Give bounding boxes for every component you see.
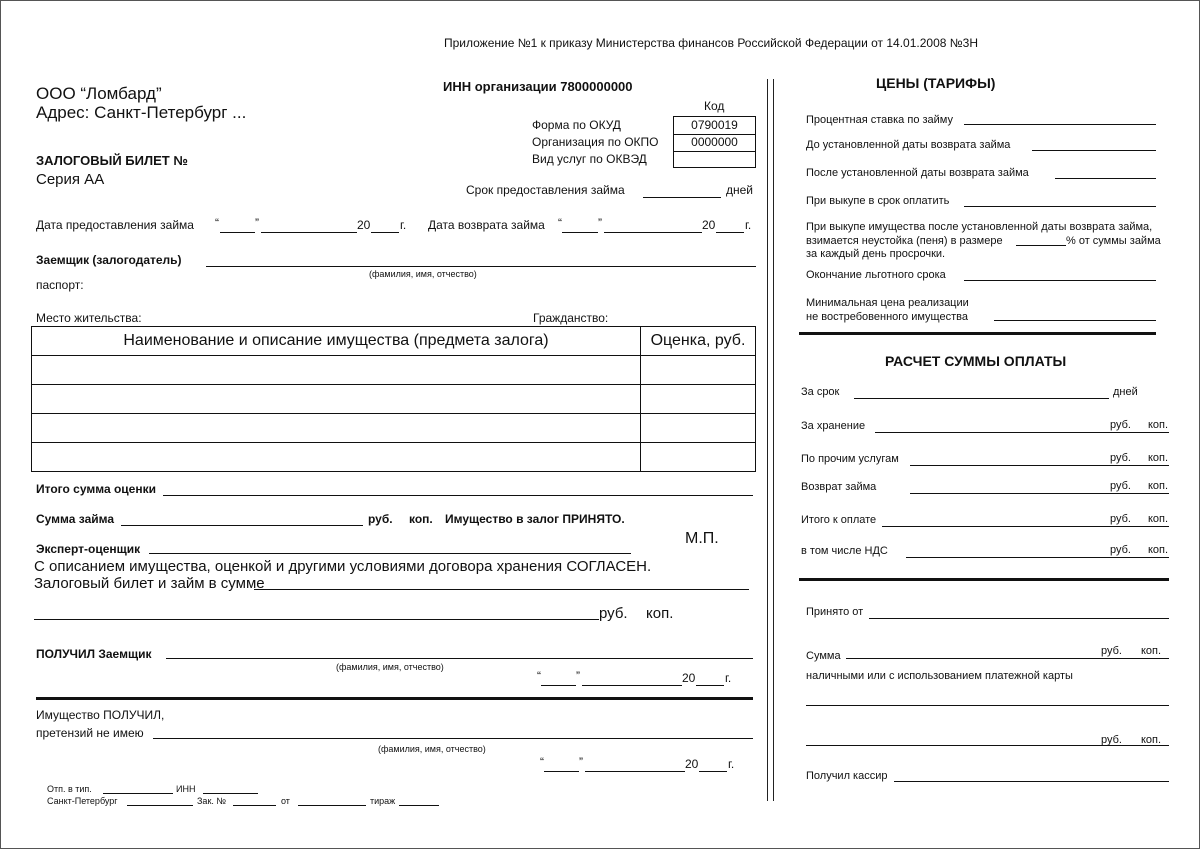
kop-label: коп. bbox=[1148, 513, 1169, 525]
calc-title: РАСЧЕТ СУММЫ ОПЛАТЫ bbox=[885, 353, 1067, 369]
rub-label: руб. bbox=[368, 512, 393, 526]
expert-field[interactable] bbox=[149, 553, 631, 554]
code-header: Код bbox=[704, 99, 725, 113]
vat-field[interactable] bbox=[906, 557, 1169, 558]
citizenship-label: Гражданство: bbox=[533, 311, 609, 325]
valuation-cell[interactable] bbox=[641, 385, 756, 414]
sum-label: Сумма bbox=[806, 650, 841, 662]
received-year-field[interactable] bbox=[696, 685, 724, 686]
kop-label: коп. bbox=[1148, 480, 1169, 492]
services-label: По прочим услугам bbox=[801, 453, 899, 465]
storage-field[interactable] bbox=[875, 432, 1169, 433]
issue-date-label: Дата предоставления займа bbox=[36, 218, 194, 232]
year-suffix: г. bbox=[725, 671, 732, 685]
fio-hint: (фамилия, имя, отчество) bbox=[378, 744, 486, 754]
kop-label: коп. bbox=[1148, 419, 1169, 431]
accepted-note: Имущество в залог ПРИНЯТО. bbox=[445, 512, 625, 526]
received-from-field[interactable] bbox=[869, 618, 1169, 619]
received-month-field[interactable] bbox=[582, 685, 682, 686]
valuation-total-label: Итого сумма оценки bbox=[36, 482, 156, 496]
returned-line2: претензий не имею bbox=[36, 726, 144, 740]
returned-field[interactable] bbox=[153, 738, 753, 739]
rub-label: руб. bbox=[1101, 734, 1122, 746]
return-year-suffix: г. bbox=[745, 218, 752, 232]
loan-return-field[interactable] bbox=[910, 493, 1169, 494]
rub-label: руб. bbox=[1101, 645, 1122, 657]
total-label: Итого к оплате bbox=[801, 514, 877, 526]
after-label: После установленной даты возврата займа bbox=[806, 167, 1029, 179]
kop-label: коп. bbox=[1148, 544, 1169, 556]
description-cell[interactable] bbox=[32, 356, 641, 385]
footer-field bbox=[298, 805, 366, 806]
quote-open: “ bbox=[537, 669, 541, 683]
passport-label: паспорт: bbox=[36, 278, 84, 292]
grace-label: Окончание льготного срока bbox=[806, 269, 946, 281]
column-divider bbox=[773, 79, 774, 801]
year-prefix: 20 bbox=[685, 757, 699, 771]
valuation-cell[interactable] bbox=[641, 414, 756, 443]
rate-field[interactable] bbox=[964, 124, 1156, 125]
min-price-line2: не востребовенного имущества bbox=[806, 311, 968, 323]
issue-year-suffix: г. bbox=[400, 218, 407, 232]
cashier-label: Получил кассир bbox=[806, 770, 888, 782]
column-divider bbox=[767, 79, 768, 801]
cash-note: наличными или с использованием платежной карты bbox=[806, 670, 1073, 682]
return-date-label: Дата возврата займа bbox=[428, 218, 545, 232]
appendix-note: Приложение №1 к приказу Министерства финансов Российской Федерации от 14.01.2008 №3Н bbox=[444, 36, 978, 50]
storage-label: За хранение bbox=[801, 420, 866, 432]
valuation-cell[interactable] bbox=[641, 443, 756, 472]
returned-line1: Имущество ПОЛУЧИЛ, bbox=[36, 708, 165, 722]
rub-label: руб. bbox=[599, 605, 628, 622]
footer-order: Зак. № bbox=[197, 796, 227, 806]
sum-words-field[interactable] bbox=[806, 705, 1169, 706]
received-from-label: Принято от bbox=[806, 606, 864, 618]
penalty-line1: При выкупе имущества после установленной даты возврата займа, bbox=[806, 221, 1153, 233]
quote-close: ” bbox=[579, 755, 583, 769]
services-field[interactable] bbox=[910, 465, 1169, 466]
return-year-field[interactable] bbox=[716, 232, 744, 233]
total-field[interactable] bbox=[882, 526, 1169, 527]
after-field[interactable] bbox=[1055, 178, 1156, 179]
pay-on-time-field[interactable] bbox=[964, 206, 1156, 207]
table-row bbox=[32, 356, 756, 385]
issue-year-field[interactable] bbox=[371, 232, 399, 233]
return-day-field[interactable] bbox=[562, 232, 598, 233]
received-day-field[interactable] bbox=[541, 685, 576, 686]
table-row bbox=[32, 385, 756, 414]
grace-field[interactable] bbox=[964, 280, 1156, 281]
quote-close: ” bbox=[598, 216, 602, 230]
footer-field bbox=[103, 793, 173, 794]
before-field[interactable] bbox=[1032, 150, 1156, 151]
footer-print: Отп. в тип. bbox=[47, 784, 92, 794]
okved-label: Вид услуг по ОКВЭД bbox=[532, 152, 647, 166]
borrower-label: Заемщик (залогодатель) bbox=[36, 253, 182, 267]
rub-label: руб. bbox=[1110, 419, 1131, 431]
rub-label: руб. bbox=[1110, 513, 1131, 525]
okud-code[interactable]: 0790019 bbox=[674, 117, 755, 135]
okud-label: Форма по ОКУД bbox=[532, 118, 621, 132]
vat-label: в том числе НДС bbox=[801, 545, 888, 557]
term-field[interactable] bbox=[854, 398, 1109, 399]
cashier-field[interactable] bbox=[894, 781, 1169, 782]
rub-label: руб. bbox=[1110, 480, 1131, 492]
codes-box bbox=[673, 116, 756, 168]
footer-run: тираж bbox=[370, 796, 396, 806]
issue-month-field[interactable] bbox=[261, 232, 357, 233]
expert-label: Эксперт-оценщик bbox=[36, 542, 141, 556]
footer-field bbox=[203, 793, 258, 794]
quote-close: ” bbox=[255, 216, 259, 230]
term-label: За срок bbox=[801, 386, 840, 398]
okved-code[interactable] bbox=[674, 151, 755, 168]
description-cell[interactable] bbox=[32, 385, 641, 414]
ticket-sum-label: Залоговый билет и займ в сумме bbox=[34, 575, 265, 592]
pay-on-time-label: При выкупе в срок оплатить bbox=[806, 195, 950, 207]
rate-label: Процентная ставка по займу bbox=[806, 114, 953, 126]
kop-label: коп. bbox=[1148, 452, 1169, 464]
okpo-code[interactable]: 0000000 bbox=[674, 134, 755, 152]
return-month-field[interactable] bbox=[604, 232, 702, 233]
borrower-field[interactable] bbox=[206, 266, 756, 267]
table-row bbox=[32, 414, 756, 443]
ticket-sum-field[interactable] bbox=[254, 589, 749, 590]
footer-field bbox=[127, 805, 193, 806]
valuation-total-field[interactable] bbox=[163, 495, 753, 496]
rub-label: руб. bbox=[1110, 544, 1131, 556]
footer-field bbox=[399, 805, 439, 806]
before-label: До установленной даты возврата займа bbox=[806, 139, 1011, 151]
footer-field bbox=[233, 805, 276, 806]
kop-label: коп. bbox=[1141, 645, 1162, 657]
min-price-field[interactable] bbox=[994, 320, 1156, 321]
penalty-line3: за каждый день просрочки. bbox=[806, 248, 946, 260]
section-divider bbox=[36, 697, 753, 700]
issue-year-prefix: 20 bbox=[357, 218, 371, 232]
ticket-sum-field-2[interactable] bbox=[34, 619, 599, 620]
section-divider bbox=[799, 578, 1169, 581]
description-cell[interactable] bbox=[32, 414, 641, 443]
penalty-unit: % от суммы займа bbox=[1066, 235, 1161, 247]
okpo-label: Организация по ОКПО bbox=[532, 135, 659, 149]
return-year-prefix: 20 bbox=[702, 218, 716, 232]
org-name: ООО “Ломбард” bbox=[36, 84, 162, 103]
loan-sum-field[interactable] bbox=[121, 525, 363, 526]
agree-text: С описанием имущества, оценкой и другими условиями договора хранения СОГЛАСЕН. bbox=[34, 558, 652, 575]
loan-return-label: Возврат займа bbox=[801, 481, 877, 493]
kop-label: коп. bbox=[409, 512, 433, 526]
quote-open: “ bbox=[540, 755, 544, 769]
fio-hint: (фамилия, имя, отчество) bbox=[369, 269, 477, 279]
returned-month-field[interactable] bbox=[585, 771, 685, 772]
year-suffix: г. bbox=[728, 757, 735, 771]
ticket-title: ЗАЛОГОВЫЙ БИЛЕТ № bbox=[36, 153, 188, 168]
penalty-field[interactable] bbox=[1016, 245, 1066, 246]
quote-close: ” bbox=[576, 669, 580, 683]
received-field[interactable] bbox=[166, 658, 753, 659]
footer-city: Санкт-Петербург bbox=[47, 796, 118, 806]
fio-hint: (фамилия, имя, отчество) bbox=[336, 662, 444, 672]
loan-term-label: Срок предоставления займа bbox=[466, 183, 625, 197]
description-cell[interactable] bbox=[32, 443, 641, 472]
org-address: Адрес: Санкт-Петербург ... bbox=[36, 103, 247, 122]
section-divider bbox=[799, 332, 1156, 335]
quote-open: “ bbox=[215, 216, 219, 230]
prices-title: ЦЕНЫ (ТАРИФЫ) bbox=[876, 75, 996, 91]
rub-label: руб. bbox=[1110, 452, 1131, 464]
year-prefix: 20 bbox=[682, 671, 696, 685]
kop-label: коп. bbox=[646, 605, 674, 622]
returned-year-field[interactable] bbox=[699, 771, 727, 772]
stamp-place: М.П. bbox=[685, 530, 719, 547]
loan-term-unit: дней bbox=[726, 183, 754, 197]
ticket-series: Серия АА bbox=[36, 171, 105, 188]
loan-sum-label: Сумма займа bbox=[36, 512, 115, 526]
penalty-label: взимается неустойка (пеня) в размере bbox=[806, 235, 1003, 247]
col-description: Наименование и описание имущества (предмета залога) bbox=[32, 327, 641, 356]
col-valuation: Оценка, руб. bbox=[641, 327, 756, 356]
kop-label: коп. bbox=[1141, 734, 1162, 746]
received-label: ПОЛУЧИЛ Заемщик bbox=[36, 647, 152, 661]
loan-term-field[interactable] bbox=[643, 197, 721, 198]
property-table bbox=[31, 326, 756, 472]
residence-label: Место жительства: bbox=[36, 311, 142, 325]
footer-inn: ИНН bbox=[176, 784, 196, 794]
min-price-line1: Минимальная цена реализации bbox=[806, 297, 969, 309]
sum-field[interactable] bbox=[846, 658, 1169, 659]
valuation-cell[interactable] bbox=[641, 356, 756, 385]
table-row bbox=[32, 443, 756, 472]
org-inn: ИНН организации 7800000000 bbox=[443, 79, 633, 94]
term-unit: дней bbox=[1113, 386, 1138, 398]
returned-day-field[interactable] bbox=[544, 771, 579, 772]
issue-day-field[interactable] bbox=[220, 232, 255, 233]
quote-open: “ bbox=[558, 216, 562, 230]
footer-from: от bbox=[281, 796, 290, 806]
